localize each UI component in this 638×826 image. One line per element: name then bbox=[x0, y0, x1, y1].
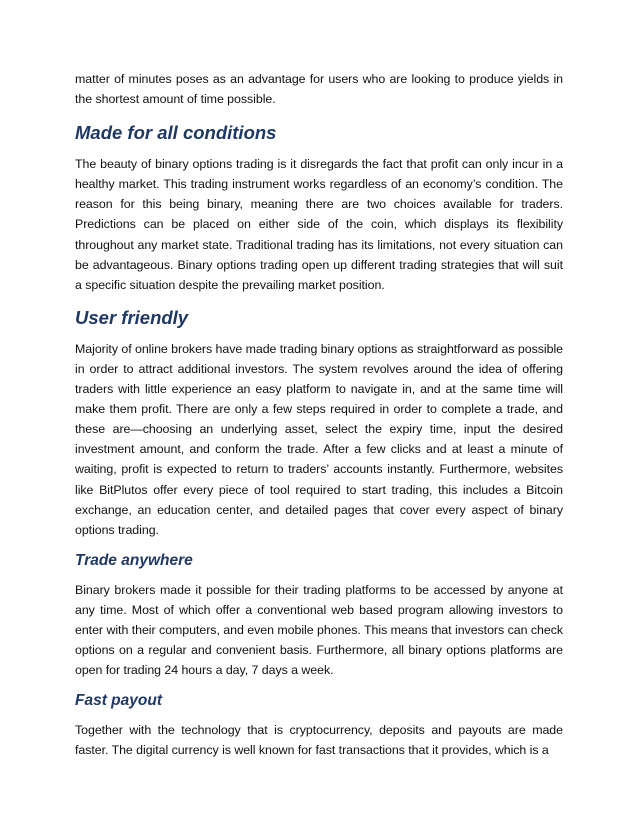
paragraph-fast-payout: Together with the technology that is cryptocurrency, deposits and payouts are made faster. The digital currency is well known for fast transactions that it provides, which is a bbox=[75, 723, 563, 758]
heading-user-friendly: User friendly bbox=[75, 306, 189, 328]
paragraph-made-for-all-conditions: The beauty of binary options trading is it disregards the fact that profit can only incur in a healthy market. This trading instrument works regardless of an economy’s condition. The reason for this being binary, meaning there are two choices available for traders. Predictions can be placed on either side of the coin, which displays its flexibility throughout any market state. Traditional trading has its limitations, not every situation can be advantageous. Binary options trading open up different trading strategies that will suit a specific situation despite the prevailing market position. bbox=[75, 157, 563, 292]
heading-trade-anywhere: Trade anywhere bbox=[75, 551, 193, 569]
paragraph-trade-anywhere: Binary brokers made it possible for their trading platforms to be accessed by anyone at any time. Most of which offer a conventional web based program allowing investors to enter with their computers, and even mobile phones. This means that investors can check options on a regular and convenient basis. Furthermore, all binary options platforms are open for trading 24 hours a day, 7 days a week. bbox=[75, 582, 563, 678]
document-page bbox=[75, 69, 563, 760]
heading-fast-payout: Fast payout bbox=[75, 692, 162, 710]
heading-made-for-all-conditions: Made for all conditions bbox=[75, 122, 277, 144]
paragraph-user-friendly: Majority of online brokers have made trading binary options as straightforward as possible in order to attract additional investors. The system revolves around the idea of offering traders with little experience an easy platform to navigate in, and at the same time will make them profit. There are only a few steps required in order to complete a trade, and these are—choosing an underlying asset, select the expiry time, input the desired investment amount, and conform the trade. After a few clicks and at least a minute of waiting, profit is expected to return to traders’ accounts instantly. Furthermore, websites like BitPlutos offer every piece of tool required to start trading, this includes a Bitcoin exchange, an education center, and detailed pages that cover every aspect of binary options trading. bbox=[75, 341, 563, 537]
intro-paragraph: matter of minutes poses as an advantage for users who are looking to produce yields in the shortest amount of time possible. bbox=[75, 72, 563, 107]
